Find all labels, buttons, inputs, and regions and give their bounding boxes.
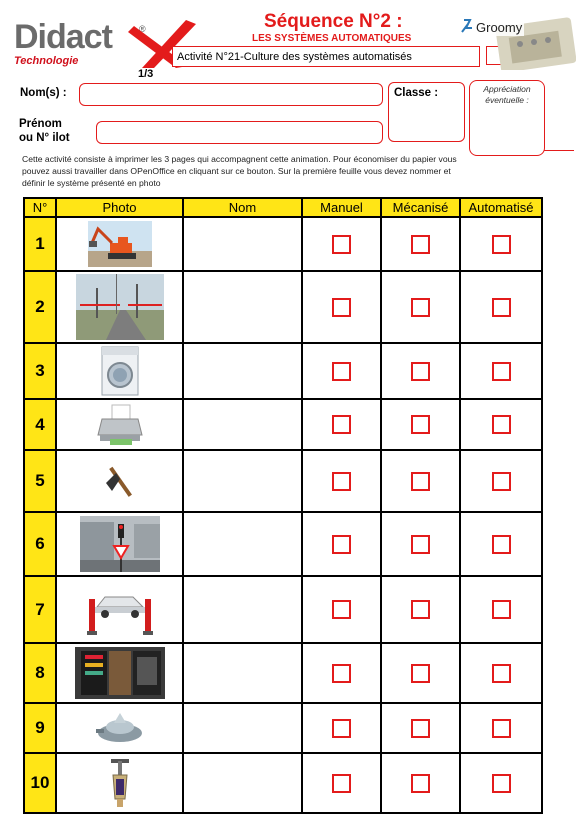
manual-checkbox-cell[interactable] (302, 576, 381, 643)
automated-checkbox[interactable] (492, 472, 511, 491)
groomy-logo-icon (458, 14, 576, 70)
brand-subtitle: Technologie (14, 55, 79, 67)
manual-checkbox-cell[interactable] (302, 512, 381, 576)
manual-checkbox-cell[interactable] (302, 753, 381, 813)
name-input[interactable] (183, 753, 302, 813)
manual-checkbox-cell[interactable] (302, 399, 381, 450)
automated-checkbox-cell[interactable] (460, 703, 542, 753)
manual-checkbox-cell[interactable] (302, 450, 381, 512)
table-row (24, 753, 542, 813)
automated-checkbox-cell[interactable] (460, 753, 542, 813)
level-crossing-photo-icon (76, 274, 164, 340)
appreciation-label-line1: Appréciation (483, 84, 531, 94)
mechanized-checkbox-cell[interactable] (381, 753, 460, 813)
names-input[interactable] (79, 83, 383, 106)
svg-text:Groomy: Groomy (476, 20, 523, 35)
car-lift-photo-icon (83, 585, 157, 635)
class-label: Classe : (394, 87, 439, 99)
automated-checkbox[interactable] (492, 774, 511, 793)
row-number: 8 (24, 643, 56, 703)
mechanized-checkbox-cell[interactable] (381, 343, 460, 399)
automated-checkbox-cell[interactable] (460, 512, 542, 576)
manual-checkbox[interactable] (332, 535, 351, 554)
appreciation-label-line2: éventuelle : (485, 95, 529, 105)
names-label: Nom(s) : (20, 87, 67, 99)
name-input[interactable] (183, 343, 302, 399)
automated-checkbox[interactable] (492, 298, 511, 317)
mechanized-checkbox-cell[interactable] (381, 450, 460, 512)
name-input[interactable] (183, 217, 302, 271)
printer-photo-icon (96, 403, 144, 447)
table-row (24, 643, 542, 703)
mechanized-checkbox[interactable] (411, 298, 430, 317)
table-header-row (24, 198, 542, 217)
appreciation-box[interactable] (469, 80, 545, 156)
automated-checkbox[interactable] (492, 719, 511, 738)
table-row (24, 512, 542, 576)
mechanized-checkbox-cell[interactable] (381, 271, 460, 343)
name-input[interactable] (183, 703, 302, 753)
table-row (24, 576, 542, 643)
manual-checkbox-cell[interactable] (302, 703, 381, 753)
photo-cell (56, 343, 183, 399)
photo-cell (56, 217, 183, 271)
automated-checkbox-cell[interactable] (460, 217, 542, 271)
row-number: 2 (24, 271, 56, 343)
appreciation-divider (544, 150, 574, 151)
automated-checkbox[interactable] (492, 362, 511, 381)
name-input[interactable] (183, 450, 302, 512)
automated-checkbox-cell[interactable] (460, 343, 542, 399)
automated-checkbox-cell[interactable] (460, 576, 542, 643)
name-input[interactable] (183, 399, 302, 450)
table-row (24, 703, 542, 753)
table-row (24, 399, 542, 450)
photo-cell (56, 703, 183, 753)
row-number: 10 (24, 753, 56, 813)
excavator-photo-icon (88, 221, 152, 267)
row-number: 7 (24, 576, 56, 643)
axe-photo-icon (100, 461, 140, 501)
firstname-label-line1: Prénom (19, 118, 62, 130)
brand-registered-mark: ® (139, 24, 146, 34)
mechanized-checkbox[interactable] (411, 472, 430, 491)
automated-checkbox-cell[interactable] (460, 399, 542, 450)
photo-cell (56, 643, 183, 703)
mechanized-checkbox[interactable] (411, 719, 430, 738)
automated-checkbox-cell[interactable] (460, 450, 542, 512)
mechanized-checkbox[interactable] (411, 235, 430, 254)
vending-machine-photo-icon (75, 647, 165, 699)
table-row (24, 343, 542, 399)
mechanized-checkbox-cell[interactable] (381, 399, 460, 450)
page-number: 1/3 (138, 68, 154, 80)
class-input[interactable] (388, 82, 465, 142)
manual-checkbox[interactable] (332, 472, 351, 491)
manual-checkbox[interactable] (332, 774, 351, 793)
juicer-photo-icon (92, 711, 148, 745)
washing-machine-photo-icon (100, 346, 140, 396)
manual-checkbox[interactable] (332, 600, 351, 619)
firstname-label-line2: ou N° ilot (19, 132, 70, 144)
automated-checkbox[interactable] (492, 664, 511, 683)
photo-cell (56, 271, 183, 343)
header-name: Nom (183, 198, 302, 217)
traffic-light-photo-icon (80, 516, 160, 572)
photo-cell (56, 753, 183, 813)
mechanized-checkbox-cell[interactable] (381, 703, 460, 753)
manual-checkbox[interactable] (332, 362, 351, 381)
automated-checkbox[interactable] (492, 535, 511, 554)
header-num: N° (24, 198, 56, 217)
intro-text: Cette activité consiste à imprimer les 3 pages qui accompagnent cette animation. Pour économiser du papier vous pouvez aussi travailler dans OPenOffice en cliquant sur ce bouton. Sur la première feuille vous devez nommer et définir le système présenté en photo (22, 154, 457, 188)
row-number: 4 (24, 399, 56, 450)
mechanized-checkbox[interactable] (411, 362, 430, 381)
mechanized-checkbox-cell[interactable] (381, 643, 460, 703)
table-row (24, 271, 542, 343)
photo-cell (56, 399, 183, 450)
mechanized-checkbox[interactable] (411, 774, 430, 793)
photo-cell (56, 576, 183, 643)
header-automated: Automatisé (460, 198, 542, 217)
mechanized-checkbox-cell[interactable] (381, 217, 460, 271)
header-photo: Photo (56, 198, 183, 217)
automated-checkbox-cell[interactable] (460, 271, 542, 343)
mechanized-checkbox[interactable] (411, 600, 430, 619)
table-row (24, 450, 542, 512)
photo-cell (56, 512, 183, 576)
mechanized-checkbox[interactable] (411, 415, 430, 434)
name-input[interactable] (183, 643, 302, 703)
name-input[interactable] (183, 512, 302, 576)
manual-checkbox[interactable] (332, 664, 351, 683)
row-number: 6 (24, 512, 56, 576)
row-number: 3 (24, 343, 56, 399)
automated-checkbox[interactable] (492, 235, 511, 254)
manual-checkbox[interactable] (332, 298, 351, 317)
sequence-title: Séquence N°2 : (264, 11, 403, 32)
systems-table (23, 197, 543, 814)
automated-checkbox-cell[interactable] (460, 643, 542, 703)
brand-logo-text: Didact (14, 18, 112, 56)
firstname-input[interactable] (96, 121, 383, 144)
manual-checkbox[interactable] (332, 235, 351, 254)
manual-checkbox[interactable] (332, 415, 351, 434)
row-number: 5 (24, 450, 56, 512)
row-number: 1 (24, 217, 56, 271)
sequence-subtitle: LES SYSTÈMES AUTOMATIQUES (252, 33, 412, 44)
header-manual: Manuel (302, 198, 381, 217)
mechanized-checkbox-cell[interactable] (381, 576, 460, 643)
mechanized-checkbox[interactable] (411, 535, 430, 554)
mechanized-checkbox[interactable] (411, 664, 430, 683)
name-input[interactable] (183, 271, 302, 343)
activity-title: Activité N°21-Culture des systèmes automatisés (172, 46, 480, 67)
table-row (24, 217, 542, 271)
mechanized-checkbox-cell[interactable] (381, 512, 460, 576)
header-mechanized: Mécanisé (381, 198, 460, 217)
automated-checkbox[interactable] (492, 415, 511, 434)
corkscrew-photo-icon (105, 757, 135, 809)
name-input[interactable] (183, 576, 302, 643)
manual-checkbox-cell[interactable] (302, 343, 381, 399)
row-number: 9 (24, 703, 56, 753)
manual-checkbox[interactable] (332, 719, 351, 738)
manual-checkbox-cell[interactable] (302, 643, 381, 703)
automated-checkbox[interactable] (492, 600, 511, 619)
manual-checkbox-cell[interactable] (302, 217, 381, 271)
photo-cell (56, 450, 183, 512)
manual-checkbox-cell[interactable] (302, 271, 381, 343)
